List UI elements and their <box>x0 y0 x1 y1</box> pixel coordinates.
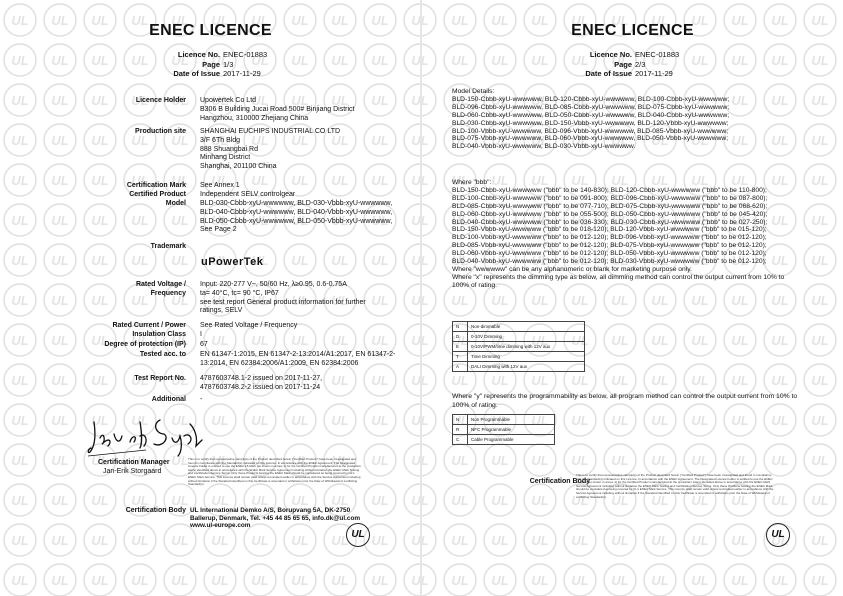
site-line: 3/F 6Th Bldg <box>200 136 241 144</box>
table-row <box>453 362 585 372</box>
page-number-label: Page <box>614 59 632 69</box>
licence-no-label: Licence No. <box>177 50 220 59</box>
model-details <box>452 88 822 151</box>
programmability-table <box>452 414 555 445</box>
model-line: BLD-150-Cbbb-xyU-wwwwww, BLD-120-Cbbb-xyU-wwwwww, BLD-100-Cbbb-xyU-wwwwww; <box>452 95 730 103</box>
rated-voltage-label: Rated Voltage / Frequency <box>135 281 186 297</box>
certified-product-label: Certified Product <box>129 191 186 198</box>
model-line: BLD-075-Vbbb-xyU-wwwwww, BLD-060-Vbbb-xyU-wwwwww, BLD-050-Vbbb-xyU-wwwwww; <box>452 135 729 143</box>
address-line: UL International Demko A/S, Borupvang 5A, DK-2750 <box>190 507 351 514</box>
insulation-class-value: I <box>200 331 202 338</box>
table-row <box>453 425 555 435</box>
certification-manager-name: Jan-Erik Storgaard <box>103 467 162 475</box>
certification-body-label: Certification Body <box>529 478 590 485</box>
tested-line: EN 61347-1:2015, EN 61347-2-13:2014/A1:2017, EN 61347-2- <box>200 351 396 358</box>
certification-mark-value: See Annex 1 <box>200 182 240 189</box>
model-line: BLD-030-Cbbb-xyU-wwwwww, BLD-150-Vbbb-xyU-wwwwww, BLD-120-Vbbb-xyU-wwwwww; <box>452 119 729 127</box>
certification-manager-role: Certification Manager <box>98 459 170 466</box>
tested-line: 13:2014, EN 62384:2006/A1:2009, EN 62384:2006 <box>200 359 359 367</box>
program-desc: Cable Programmable <box>468 435 555 445</box>
bbb-line: BLD-040-Cbbb-xyU-wwwwww ("bbb" to be 036-330); BLD-030-Cbbb-xyU-wwwwww ("bbb" to be 027-250); <box>452 218 768 226</box>
date-of-issue: 2017-11-29 <box>635 69 673 78</box>
header-values <box>223 50 343 79</box>
header-values <box>635 50 755 79</box>
table-row <box>453 415 555 425</box>
tested-acc-value <box>200 351 396 369</box>
ul-certification-logo: UL <box>766 523 790 547</box>
table-row <box>453 352 585 362</box>
licence-no: ENEC-01883 <box>223 50 268 59</box>
dimming-desc: 0-10V/PWM/time dimming with 12V aux <box>468 342 585 352</box>
model-details-label: Model Details: <box>452 88 495 95</box>
model-line: BLD-050-Cbbb-xyU-wwwwww, BLD-050-Vbbb-xyU-wwwwww, <box>200 217 393 225</box>
dimming-code: E <box>453 342 468 352</box>
additional-label: Additional <box>151 396 186 403</box>
header-labels <box>130 50 220 79</box>
page-title: ENEC LICENCE <box>571 22 694 39</box>
report-line: 4787603748.1-2 issued on 2017-11-27, <box>200 375 323 382</box>
table-row <box>453 435 555 445</box>
bbb-line: BLD-150-Vbbb-xyU-wwwwww ("bbb" to be 018-120); BLD-120-Vbbb-xyU-wwwwww ("bbb" to be 015-120); <box>452 226 767 234</box>
certified-product-value: Independent SELV controlgear <box>200 191 296 198</box>
model-value <box>200 200 393 235</box>
ip-value: 67 <box>200 341 208 348</box>
header-labels <box>542 50 632 79</box>
trademark-label: Trademark <box>150 243 186 250</box>
insulation-class-label: Insulation Class <box>132 331 186 338</box>
bbb-line: BLD-060-Vbbb-xyU-wwwwww ("bbb" to be 012-120); BLD-050-Vbbb-xyU-wwwwww ("bbb" to be 012-120); <box>452 250 767 258</box>
date-of-issue-label: Date of Issue <box>173 69 220 78</box>
bbb-line: BLD-040-Vbbb-xyU-wwwwww ("bbb" to be 012-120); BLD-030-Vbbb-xyU-wwwwww ("bbb" to be 012-120); <box>452 258 767 266</box>
program-code: C <box>453 435 468 445</box>
address-line: Ballerup, Denmark, Tel. +45 44 85 65 65, info.dk@ul.com <box>190 514 361 522</box>
report-line: 4787603748.2-2 issued on 2017-11-24 <box>200 383 321 391</box>
handwritten-signature <box>86 412 206 460</box>
production-site-label: Production site <box>135 128 186 135</box>
holder-line: Hangzhou, 310000 Zhejiang China <box>200 114 309 122</box>
model-label: Model <box>165 200 186 207</box>
certification-body-address <box>190 507 360 530</box>
certification-body-label: Certification Body <box>125 507 186 514</box>
bbb-line: BLD-085-Cbbb-xyU-wwwwww ("bbb" to be 077-710); BLD-075-Cbbb-xyU-wwwwww ("bbb" to be 068-620); <box>452 202 768 210</box>
table-row <box>453 342 585 352</box>
site-line: Minhang District <box>200 154 251 162</box>
bbb-definitions <box>452 179 822 290</box>
page-number: 1/3 <box>223 59 234 69</box>
model-line: BLD-030-Cbbb-xyU-wwwwww, BLD-030-Vbbb-xyU-wwwwww, <box>200 200 393 207</box>
dimming-desc: DALI Dimming with 12V aux <box>468 362 585 372</box>
fine-print: This is to certify that representative sample(s) of the Product described herein ("Certified Product") have been investigated and found in compliance with the Standard(s) indicated on this Licence. In accordance with the ENEC Agreement, The Designated Licence holder is entitled to use the ENEC 15 Mark (as shown in annex 1) for the Certified Product manufactured at the production site(s) identified above in accordance with the ENEC Mark Service Agreement including without limitation the ENEC Mark Testing and Certification Service Terms. Only those Products bearing the ENEC Mark should be considered as being covered by UL's ENEC Mark Service. This Licence shall remain valid unless terminated earlier in accordance with the Service Agreement including without limitation if the Standard identified on this Certificate is amended or withdrawn prior the Date of Withdrawal of conflicting Standard(s). <box>576 474 774 499</box>
voltage-line: ta= 40°C, tc= 90 °C, IP67 <box>200 289 279 297</box>
licence-no-label: Licence No. <box>589 50 632 59</box>
ul-certification-logo: UL <box>346 523 370 547</box>
bbb-line: BLD-085-Vbbb-xyU-wwwwww ("bbb" to be 012-120); BLD-075-Vbbb-xyU-wwwwww ("bbb" to be 012-120); <box>452 242 767 250</box>
voltage-line: Input: 220-277 V~, 50/60 Hz, λ≥0.95, 0.6-0.75A <box>200 281 347 288</box>
ip-label: Degree of protection (IP) <box>104 341 186 348</box>
additional-value: - <box>200 396 203 403</box>
bbb-line: BLD-100-Cbbb-xyU-wwwwww ("bbb" to be 091-800); BLD-096-Cbbb-xyU-wwwwww ("bbb" to be 087-800); <box>452 194 768 202</box>
wwwwww-note: Where "wwwwww" can be any alphanumeric or blank for marketing purpose only. <box>452 265 692 273</box>
tested-acc-label: Tested acc. to <box>139 351 186 358</box>
voltage-line: see test report General product information for further <box>200 298 366 306</box>
dimming-code: D <box>453 332 468 342</box>
model-line: BLD-040-Vbbb-xyU-wwwwww, BLD-030-Vbbb-xyU-wwwwww. <box>452 143 636 151</box>
model-line: BLD-096-Cbbb-xyU-wwwwww, BLD-085-Cbbb-xyU-wwwwww, BLD-075-Cbbb-xyU-wwwwww; <box>452 103 730 111</box>
address-line: www.ul-europe.com <box>190 522 251 530</box>
dimming-type-table <box>452 321 585 372</box>
date-of-issue-label: Date of Issue <box>585 69 632 78</box>
page-number: 2/3 <box>635 59 646 69</box>
licence-holder-value <box>200 97 370 123</box>
production-site-value <box>200 128 370 172</box>
voltage-line: ratings, SELV <box>200 307 243 315</box>
table-row <box>453 322 585 332</box>
fine-print: This is to certify that representative sample(s) of the Product described herein ("Certified Product") have been investigated and found in compliance with the Standard(s) indicated on this Licence. In accordance with the ENEC Agreement, The Designated Licence holder is entitled to use the ENEC 15 Mark (as shown in annex 1) for the Certified Product manufactured at the production site(s) identified above in accordance with the ENEC Mark Service Agreement including without limitation the ENEC Mark Testing and Certification Service Terms. Only those Products bearing the ENEC Mark should be considered as being covered by UL's ENEC Mark Service. This Licence shall remain valid unless terminated earlier in accordance with the Service Agreement including without limitation if the Standard identified on this Certificate is amended or withdrawn prior the Date of Withdrawal of conflicting Standard(s). <box>188 458 361 487</box>
program-desc: NFC Programmable <box>468 425 555 435</box>
x-intro-line: Where "x" represents the dimming type as below, all dimming method can control the output current from 10% to <box>452 273 785 281</box>
page-title: ENEC LICENCE <box>149 22 272 39</box>
bbb-intro: Where "bbb": <box>452 179 492 186</box>
y-intro-line: Where "y" represents the programmability as below, all program method can control the output current from 10% to <box>452 393 798 400</box>
bbb-line: BLD-060-Cbbb-xyU-wwwwww ("bbb" to be 055-500); BLD-050-Cbbb-xyU-wwwwww ("bbb" to be 045-420); <box>452 210 768 218</box>
program-code: R <box>453 425 468 435</box>
program-desc: Non Programmable <box>468 415 555 425</box>
program-code: N <box>453 415 468 425</box>
rated-current-value: See Rated Voltage / Frequency <box>200 322 298 329</box>
y-intro <box>452 393 822 410</box>
holder-line: Upowertek Co Ltd <box>200 97 257 104</box>
licence-page-2 <box>422 0 843 596</box>
dimming-code: T <box>453 352 468 362</box>
model-line: BLD-060-Cbbb-xyU-wwwwww, BLD-050-Cbbb-xyU-wwwwww, BLD-040-Cbbb-xyU-wwwwww; <box>452 111 730 119</box>
site-line: Shanghai, 201100 China <box>200 163 277 171</box>
table-row <box>453 332 585 342</box>
certification-mark-label: Certification Mark <box>126 182 186 189</box>
page-number-label: Page <box>202 59 220 69</box>
licence-page-1 <box>0 0 421 596</box>
site-line: SHANGHAI EUCHIPS INDUSTRIAL CO LTD <box>200 128 341 135</box>
bbb-line: BLD-100-Vbbb-xyU-wwwwww ("bbb" to be 012-120); BLD-096-Vbbb-xyU-wwwwww ("bbb" to be 012-120); <box>452 234 767 242</box>
bbb-line: BLD-150-Cbbb-xyU-wwwwww ("bbb" to be 140-830); BLD-120-Cbbb-xyU-wwwwww ("bbb" to be 110-800); <box>452 186 767 194</box>
dimming-code: N <box>453 322 468 332</box>
model-line: BLD-040-Cbbb-xyU-wwwwww, BLD-040-Vbbb-xyU-wwwwww, <box>200 208 393 216</box>
x-intro-line: 100% of rating. <box>452 281 497 289</box>
holder-line: B306 B Building Jucai Road 500# Binjiang District <box>200 105 355 113</box>
rated-voltage-value <box>200 281 370 316</box>
model-line: BLD-100-Vbbb-xyU-wwwwww, BLD-096-Vbbb-xyU-wwwwww, BLD-085-Vbbb-xyU-wwwwww; <box>452 127 729 135</box>
date-of-issue: 2017-11-29 <box>223 69 261 78</box>
dimming-desc: 0-10V Dimming <box>468 332 585 342</box>
test-report-value <box>200 375 370 393</box>
dimming-desc: Non-dimmable <box>468 322 585 332</box>
licence-holder-label: Licence Holder <box>135 97 186 104</box>
licence-no: ENEC-01883 <box>635 50 680 59</box>
model-line: See Page 2 <box>200 226 237 234</box>
dimming-code: A <box>453 362 468 372</box>
y-intro-line: 100% of rating. <box>452 401 498 409</box>
site-line: 888 Shuangbai Rd <box>200 145 258 153</box>
upowertek-trademark-logo: uPowerTek <box>201 256 264 268</box>
dimming-desc: Time Dimming <box>468 352 585 362</box>
rated-current-label: Rated Current / Power <box>112 322 186 329</box>
test-report-label: Test Report No. <box>134 375 186 382</box>
